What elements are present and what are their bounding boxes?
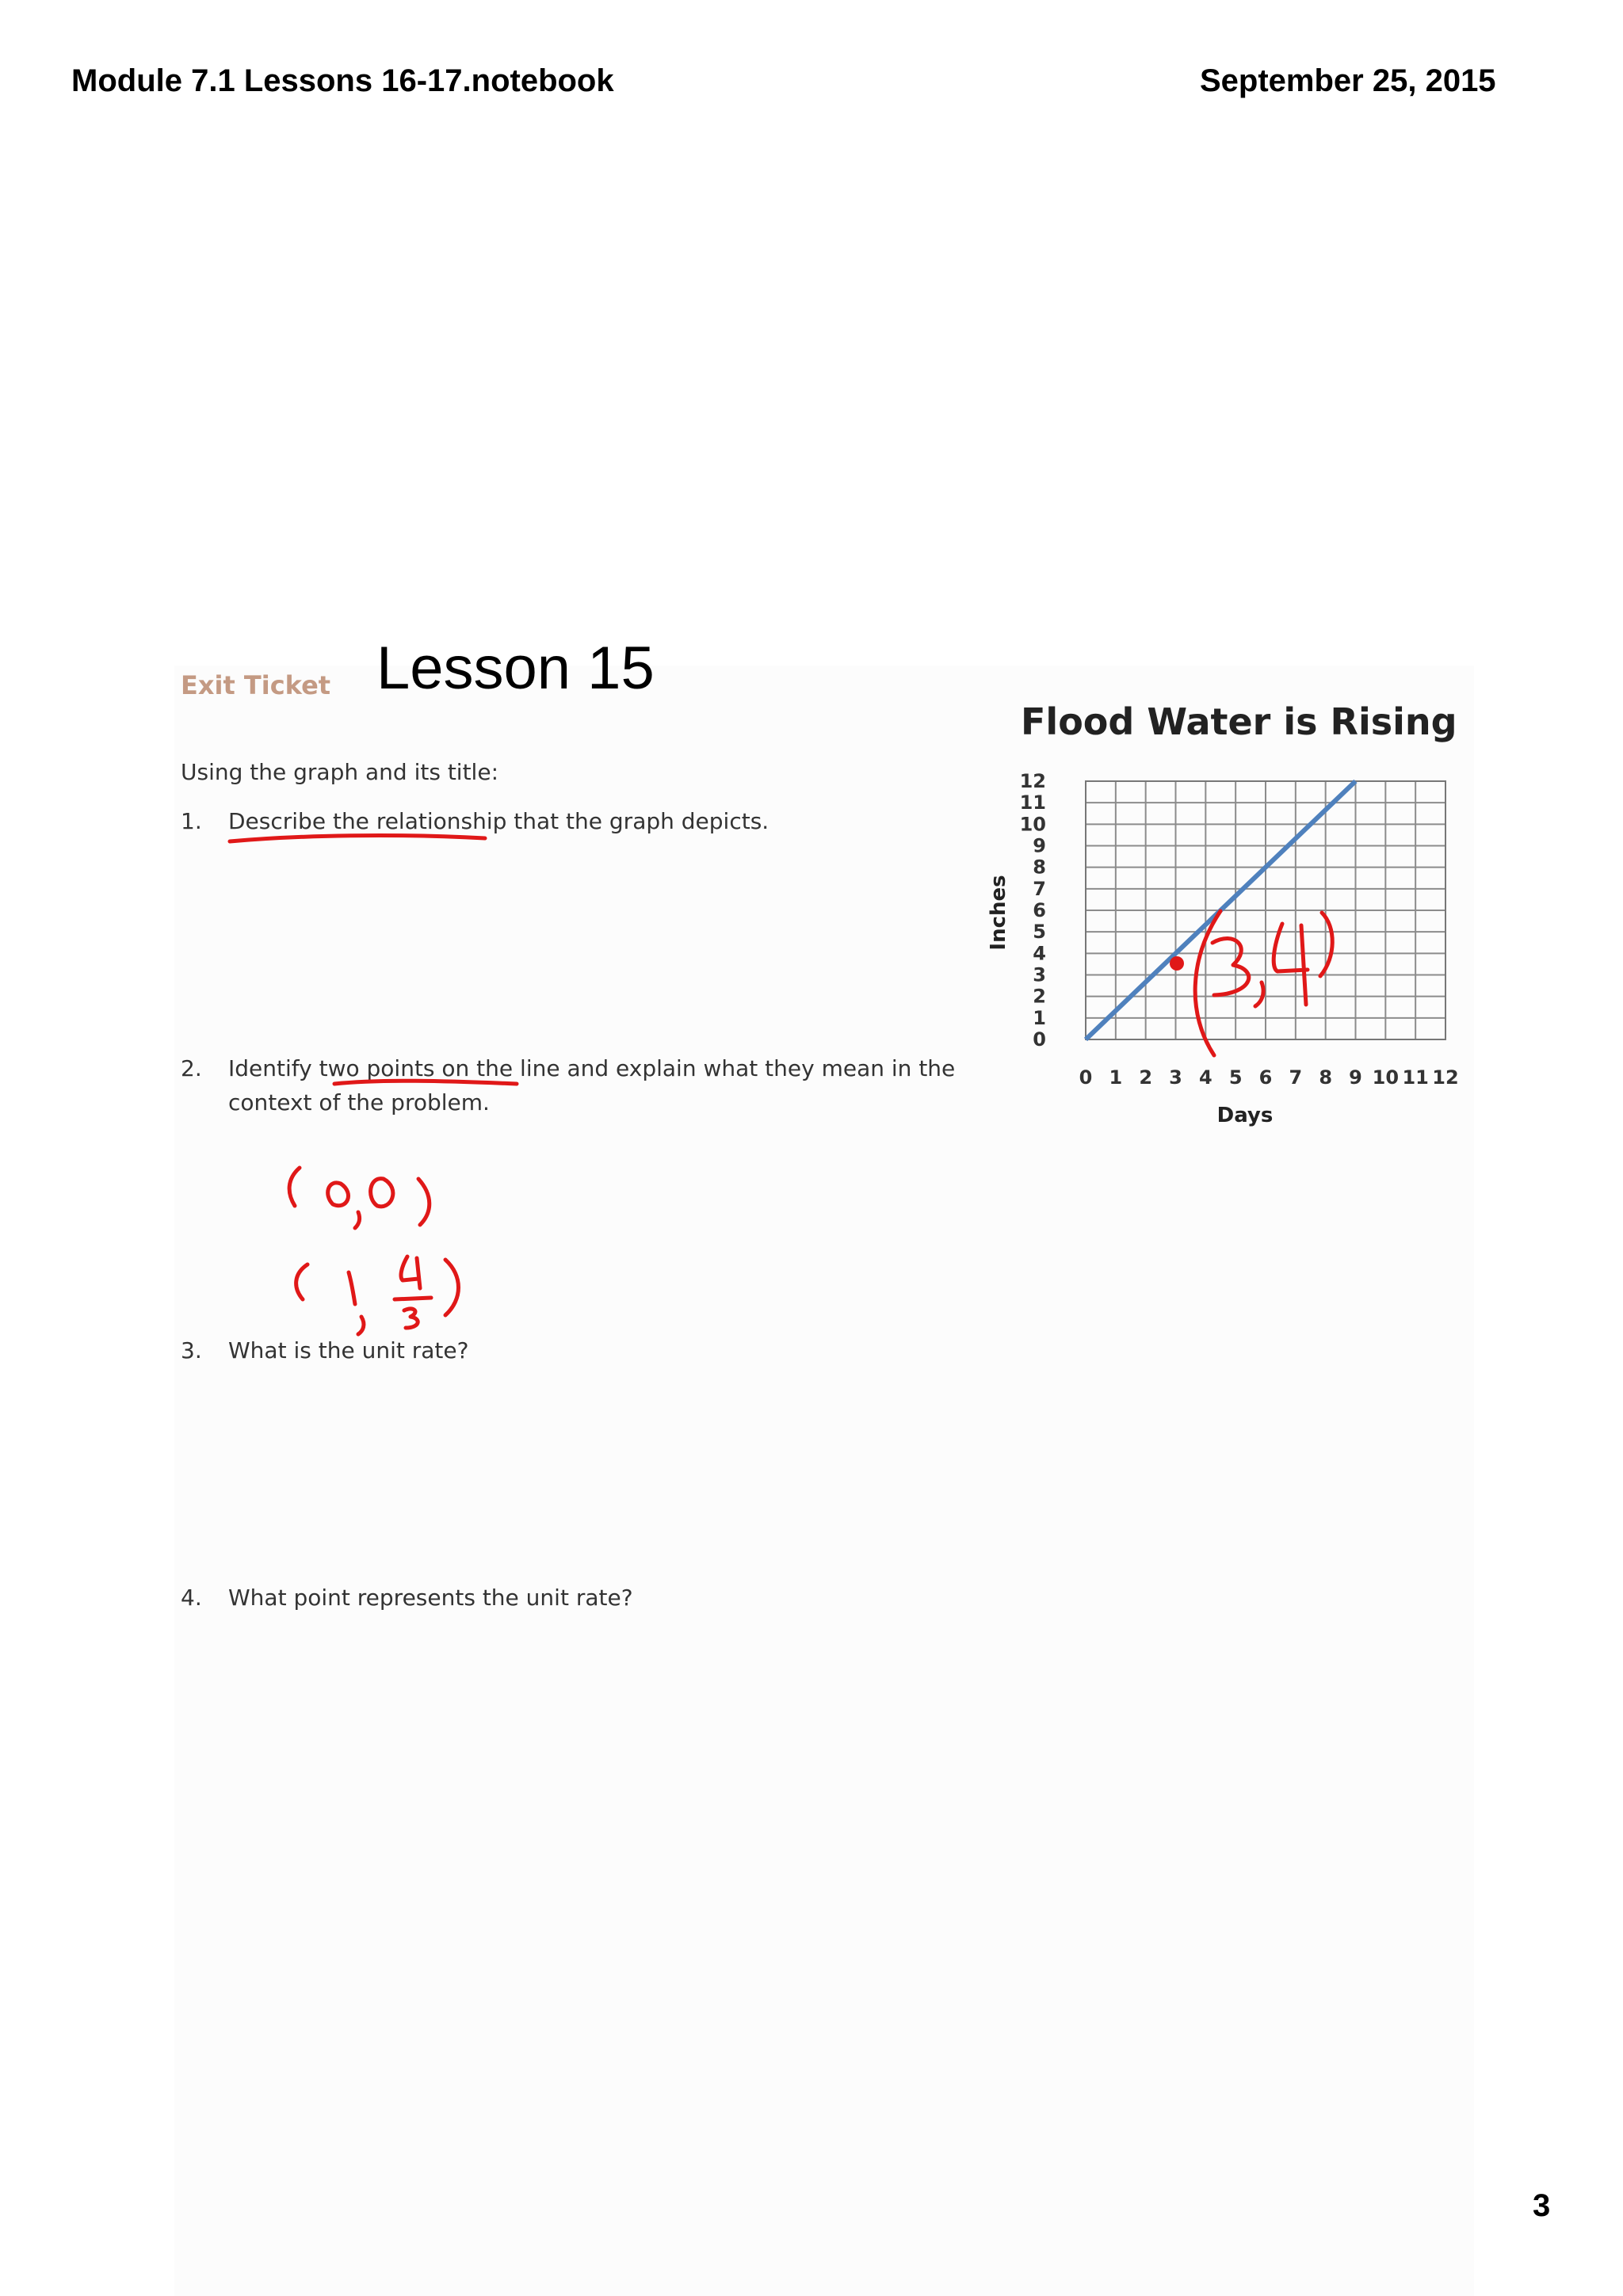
ink-open-paren	[296, 1264, 307, 1299]
question-number: 1.	[181, 808, 202, 834]
question-number: 4.	[181, 1585, 202, 1611]
exit-ticket-label: Exit Ticket	[181, 670, 331, 700]
ink-four	[401, 1257, 420, 1288]
y-tick-label: 8	[1033, 856, 1046, 879]
y-tick-label: 3	[1033, 963, 1046, 986]
x-tick-label: 8	[1319, 1066, 1333, 1089]
y-tick-label: 12	[1019, 770, 1046, 792]
y-tick-label: 2	[1033, 985, 1046, 1008]
ink-zero	[371, 1179, 393, 1207]
question-text: Identify two points on the line and explain what they mean in the	[228, 1055, 956, 1081]
x-tick-label: 12	[1432, 1066, 1459, 1089]
x-tick-label: 11	[1402, 1066, 1429, 1089]
y-tick-label: 1	[1033, 1006, 1046, 1029]
question-number: 2.	[181, 1055, 202, 1081]
x-tick-label: 6	[1258, 1066, 1273, 1089]
ink-point-marker	[1170, 956, 1184, 971]
question-text: What is the unit rate?	[228, 1337, 469, 1363]
page-number: 3	[1533, 2188, 1551, 2223]
chart-title: Flood Water is Rising	[1021, 700, 1457, 743]
y-tick-label: 11	[1019, 791, 1046, 814]
x-tick-label: 9	[1349, 1066, 1362, 1089]
y-tick-label: 10	[1019, 813, 1046, 836]
x-tick-label: 7	[1289, 1066, 1303, 1089]
x-axis-label: Days	[1216, 1104, 1274, 1127]
ink-zero	[328, 1183, 349, 1206]
y-tick-label: 9	[1033, 834, 1046, 857]
ink-underline-two-points	[334, 1081, 517, 1084]
y-tick-label: 4	[1033, 942, 1046, 965]
x-tick-label: 2	[1139, 1066, 1153, 1089]
ink-comma	[355, 1212, 360, 1228]
x-tick-label: 1	[1109, 1066, 1123, 1089]
y-tick-label: 7	[1033, 877, 1046, 900]
x-tick-label: 10	[1372, 1066, 1400, 1089]
x-tick-label: 4	[1198, 1066, 1212, 1089]
ink-comma	[358, 1317, 364, 1334]
y-axis-label: Inches	[987, 875, 1010, 951]
x-tick-label: 3	[1169, 1066, 1182, 1089]
ink-three	[1212, 939, 1249, 995]
ink-underline-describe	[230, 836, 485, 841]
question-text: What point represents the unit rate?	[228, 1585, 633, 1611]
ink-close-paren	[445, 1260, 459, 1315]
y-tick-label: 6	[1033, 899, 1046, 921]
x-tick-label: 5	[1228, 1066, 1243, 1089]
worksheet-intro: Using the graph and its title:	[181, 759, 498, 785]
ink-four	[1274, 924, 1308, 1005]
lesson-title: Lesson 15	[376, 635, 655, 702]
ink-fraction-bar	[395, 1298, 431, 1299]
question-number: 3.	[181, 1337, 202, 1363]
ink-comma	[1255, 982, 1263, 1006]
x-tick-label: 0	[1079, 1066, 1093, 1089]
ink-close-paren	[418, 1179, 430, 1225]
question-text-continued: context of the problem.	[228, 1089, 490, 1116]
ink-one	[349, 1272, 355, 1304]
ink-close-paren	[1320, 913, 1332, 976]
question-text: Describe the relationship that the graph depicts.	[228, 808, 769, 834]
y-tick-label: 0	[1033, 1028, 1046, 1051]
ink-three	[404, 1309, 418, 1328]
ink-open-paren	[289, 1168, 300, 1206]
y-tick-label: 5	[1033, 921, 1046, 944]
page-date: September 25, 2015	[1200, 63, 1496, 98]
ink-open-paren	[1195, 911, 1220, 1055]
notebook-title: Module 7.1 Lessons 16-17.notebook	[71, 63, 614, 98]
